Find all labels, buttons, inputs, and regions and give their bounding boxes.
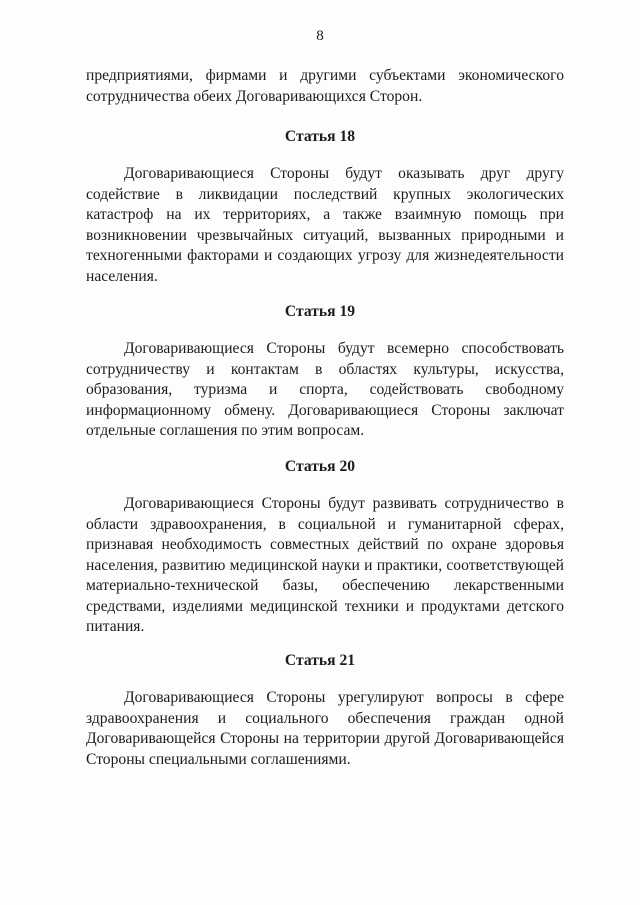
article-18-block	[86, 164, 564, 287]
article-18-heading: Статья 18	[284, 128, 356, 145]
article-20-paragraph: Договаривающиеся Стороны будут развивать сотрудничество в области здравоохранения, в социальной и гуманитарной сферах, признавая необходимость совместных действий по охране здоровья населения, развитию медицинской науки и практики, соответствующей материально-технической базы, обеспечению лекарственными средствами, изделиями медицинской техники и продуктами детского питания.	[86, 495, 564, 635]
article-21-block	[86, 688, 564, 770]
article-20-block	[86, 494, 564, 638]
page-number: 8	[316, 28, 324, 44]
intro-paragraph: предприятиями, фирмами и другими субъектами экономического сотрудничества обеих Договаривающихся Сторон.	[86, 67, 564, 105]
article-18-paragraph: Договаривающиеся Стороны будут оказывать друг другу содействие в ликвидации последствий крупных экологических катастроф на их территориях, а также взаимную помощь при возникновении чрезвычайных ситуаций, вызванных природными и техногенными факторами и создающих угрозу для жизнедеятельности населения.	[86, 165, 564, 285]
article-19-paragraph: Договаривающиеся Стороны будут всемерно способствовать сотрудничеству и контактам в областях культуры, искусства, образования, туризма и спорта, содействовать свободному информационному обмену. Договаривающиеся Стороны заключат отдельные соглашения по этим вопросам.	[86, 340, 564, 439]
article-20-heading: Статья 20	[284, 458, 356, 475]
article-19-block	[86, 339, 564, 442]
intro-block	[86, 66, 564, 107]
article-19-heading: Статья 19	[284, 303, 356, 320]
article-21-heading: Статья 21	[284, 652, 356, 669]
article-21-paragraph: Договаривающиеся Стороны урегулируют вопросы в сфере здравоохранения и социального обеспечения граждан одной Договаривающейся Стороны на территории другой Договаривающейся Стороны специальными соглашениями.	[86, 689, 564, 768]
